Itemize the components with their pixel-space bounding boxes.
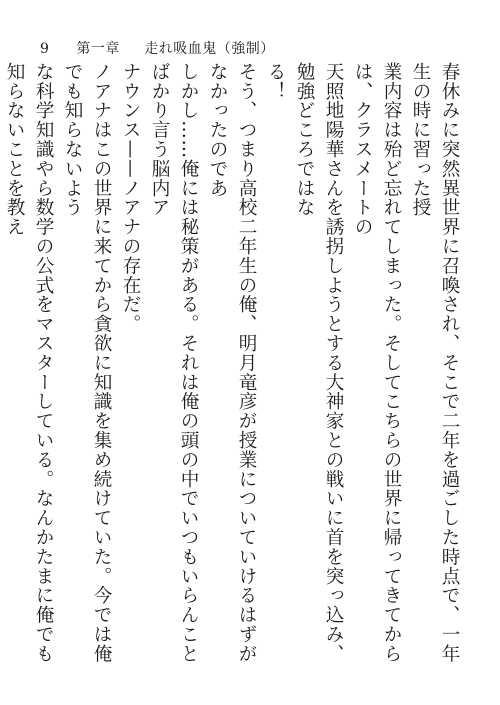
- vertical-body-text: [4, 62, 464, 672]
- page-number: 9: [40, 41, 50, 57]
- chapter-title: 走れ吸血鬼（強制）: [144, 41, 275, 57]
- text-line: そう、つまり高校二年生の俺、明月竜彦が授業についていけるはずがなかったのであ: [207, 62, 257, 664]
- text-line: る！: [265, 62, 286, 101]
- text-line: 業内容は殆ど忘れてしまった。そしてこちらの世界に帰ってきてからは、クラスメートの: [352, 62, 402, 664]
- text-line: しかし……俺には秘策がある。それは俺の頭の中でいつもいらんことばかり言う脳内ア: [149, 62, 199, 664]
- running-head: [40, 38, 275, 58]
- chapter-label: 第一章: [76, 41, 120, 57]
- text-line: ナウンス——ノアナの存在だ。: [120, 62, 141, 334]
- text-line: ノアナはこの世界に来てから貪欲に知識を集め続けていた。今では俺でも知らないよう: [62, 62, 112, 664]
- text-line: 春休みに突然異世界に召喚され、そこで二年を過ごした時点で、一年生の時に習った授: [410, 62, 460, 664]
- text-line: な科学知識やら数学の公式をマスターしている。なんかたまに俺でも知らないことを教え: [4, 62, 54, 664]
- text-line: 天照地陽華さんを誘拐しようとする大神家との戦いに首を突っ込み、勉強どころではな: [294, 62, 344, 664]
